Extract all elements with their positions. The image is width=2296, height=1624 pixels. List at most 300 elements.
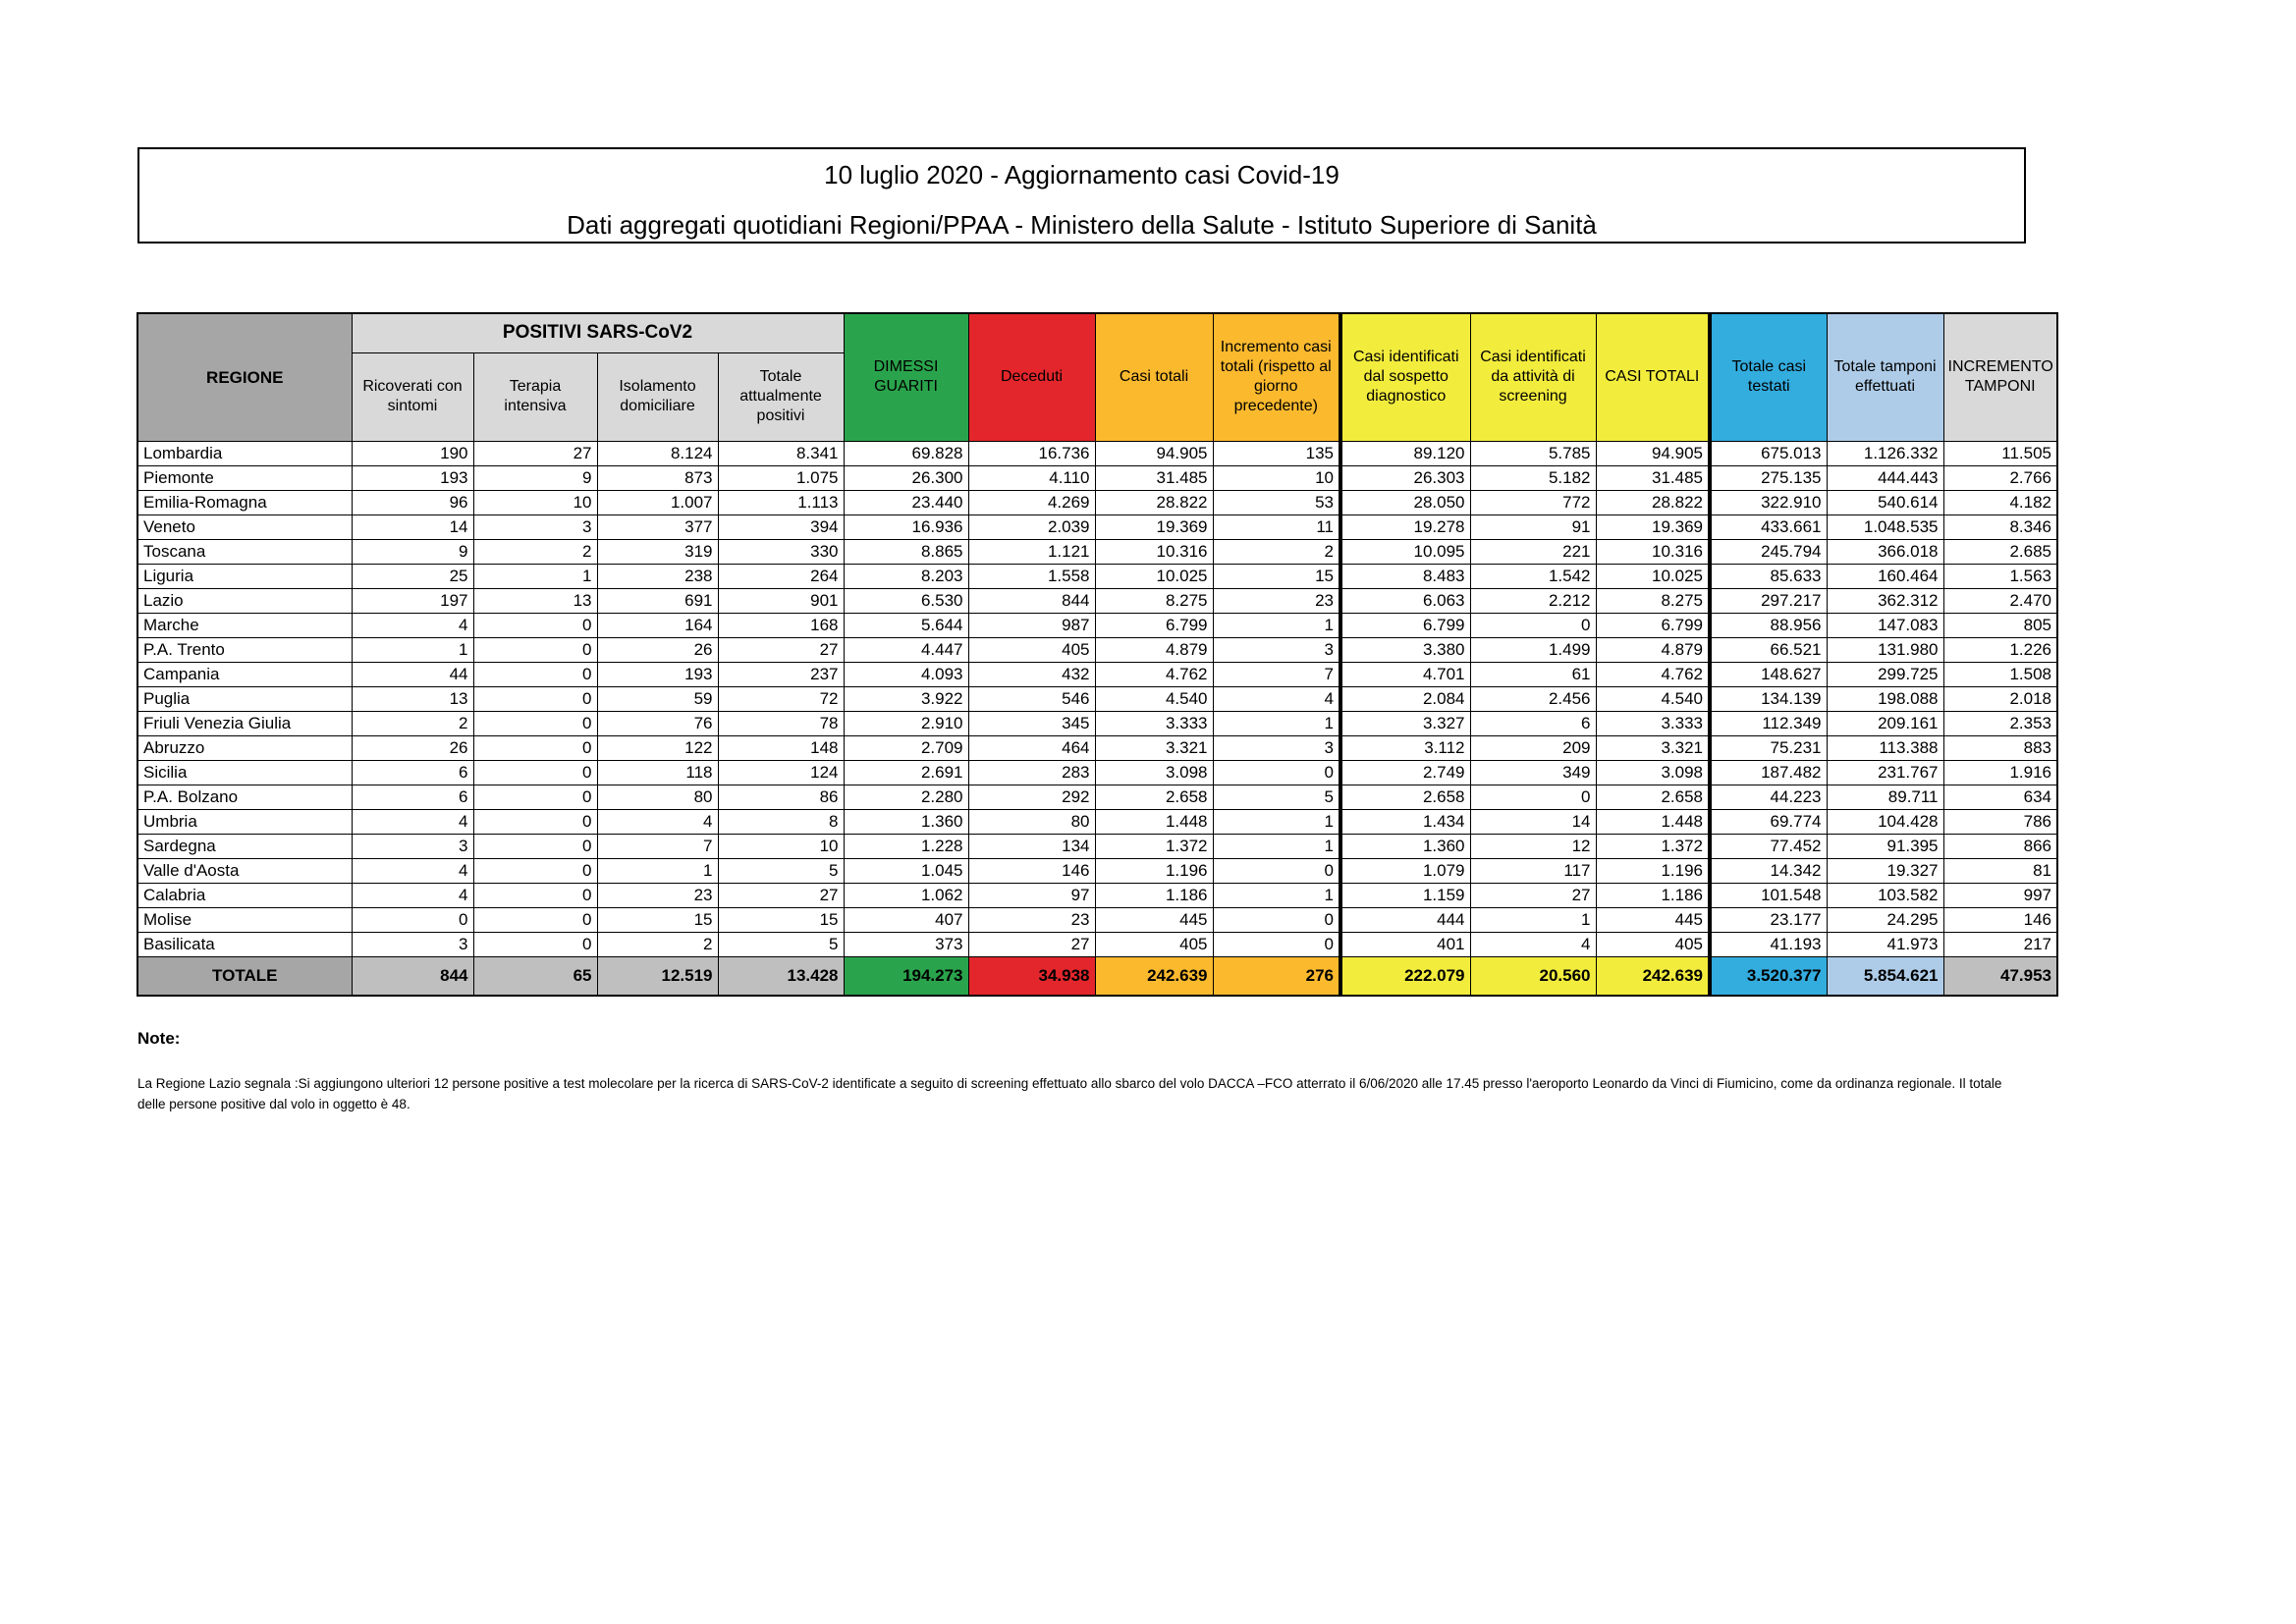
cell-ricoverati-con-sintomi: 44: [352, 662, 473, 686]
cell-deceduti: 4.269: [968, 490, 1095, 514]
cell-casi-totali-2: 405: [1596, 932, 1710, 956]
cell-casi-attivita-screening: 772: [1470, 490, 1596, 514]
total-cell-isolamento-domiciliare: 12.519: [597, 956, 718, 996]
cell-casi-totali: 405: [1095, 932, 1213, 956]
cell-totale-attualmente-positivi: 124: [718, 760, 844, 785]
cell-casi-sospetto-diagnostico: 10.095: [1340, 539, 1470, 564]
cell-incremento-casi-totali: 10: [1213, 465, 1340, 490]
cell-ricoverati-con-sintomi: 190: [352, 441, 473, 465]
cell-casi-totali-2: 1.448: [1596, 809, 1710, 834]
cell-ricoverati-con-sintomi: 4: [352, 809, 473, 834]
table-row: [137, 441, 2057, 465]
cell-casi-attivita-screening: 221: [1470, 539, 1596, 564]
cell-casi-sospetto-diagnostico: 19.278: [1340, 514, 1470, 539]
cell-incremento-casi-totali: 3: [1213, 637, 1340, 662]
column-header-dimessi-guariti: DIMESSI GUARITI: [844, 313, 968, 441]
cell-totale-casi-testati: 101.548: [1710, 883, 1827, 907]
cell-totale-casi-testati: 88.956: [1710, 613, 1827, 637]
cell-casi-attivita-screening: 14: [1470, 809, 1596, 834]
cell-isolamento-domiciliare: 76: [597, 711, 718, 735]
cell-deceduti: 2.039: [968, 514, 1095, 539]
cell-casi-totali-2: 1.372: [1596, 834, 1710, 858]
cell-ricoverati-con-sintomi: 9: [352, 539, 473, 564]
column-header-totale-tamponi: Totale tamponi effettuati: [1827, 313, 1943, 441]
cell-casi-totali: 3.333: [1095, 711, 1213, 735]
cell-totale-attualmente-positivi: 330: [718, 539, 844, 564]
cell-casi-totali: 19.369: [1095, 514, 1213, 539]
cell-casi-sospetto-diagnostico: 3.112: [1340, 735, 1470, 760]
cell-casi-sospetto-diagnostico: 444: [1340, 907, 1470, 932]
cell-ricoverati-con-sintomi: 4: [352, 883, 473, 907]
cell-totale-attualmente-positivi: 237: [718, 662, 844, 686]
cell-casi-totali-2: 10.025: [1596, 564, 1710, 588]
cell-casi-totali: 4.879: [1095, 637, 1213, 662]
cell-incremento-tamponi: 2.353: [1943, 711, 2057, 735]
cell-deceduti: 146: [968, 858, 1095, 883]
table-row: [137, 539, 2057, 564]
cell-terapia-intensiva: 0: [473, 613, 597, 637]
cell-dimessi-guariti: 2.709: [844, 735, 968, 760]
cell-totale-attualmente-positivi: 264: [718, 564, 844, 588]
table-body: [137, 441, 2057, 956]
cell-totale-tamponi-effettuati: 91.395: [1827, 834, 1943, 858]
region-cell: Basilicata: [137, 932, 352, 956]
total-cell-terapia-intensiva: 65: [473, 956, 597, 996]
table-row: [137, 932, 2057, 956]
column-header-casi-attivita-screening: Casi identificati da attività di screening: [1470, 313, 1596, 441]
cell-casi-totali: 2.658: [1095, 785, 1213, 809]
cell-isolamento-domiciliare: 164: [597, 613, 718, 637]
region-cell: Sardegna: [137, 834, 352, 858]
cell-dimessi-guariti: 8.203: [844, 564, 968, 588]
cell-totale-tamponi-effettuati: 104.428: [1827, 809, 1943, 834]
cell-incremento-casi-totali: 53: [1213, 490, 1340, 514]
region-cell: Emilia-Romagna: [137, 490, 352, 514]
cell-deceduti: 27: [968, 932, 1095, 956]
region-cell: Molise: [137, 907, 352, 932]
cell-terapia-intensiva: 0: [473, 883, 597, 907]
cell-dimessi-guariti: 1.062: [844, 883, 968, 907]
cell-incremento-casi-totali: 0: [1213, 760, 1340, 785]
cell-deceduti: 1.121: [968, 539, 1095, 564]
cell-casi-totali: 4.762: [1095, 662, 1213, 686]
cell-incremento-casi-totali: 23: [1213, 588, 1340, 613]
cell-incremento-tamponi: 786: [1943, 809, 2057, 834]
cell-casi-sospetto-diagnostico: 1.159: [1340, 883, 1470, 907]
cell-casi-totali-2: 6.799: [1596, 613, 1710, 637]
cell-totale-attualmente-positivi: 5: [718, 858, 844, 883]
cell-totale-casi-testati: 187.482: [1710, 760, 1827, 785]
column-header-incremento-tamponi: INCREMENTO TAMPONI: [1943, 313, 2057, 441]
cell-dimessi-guariti: 26.300: [844, 465, 968, 490]
total-cell-deceduti: 34.938: [968, 956, 1095, 996]
cell-totale-tamponi-effettuati: 209.161: [1827, 711, 1943, 735]
column-header-casi-totali-2: CASI TOTALI: [1596, 313, 1710, 441]
cell-casi-sospetto-diagnostico: 3.380: [1340, 637, 1470, 662]
cell-casi-totali: 28.822: [1095, 490, 1213, 514]
cell-dimessi-guariti: 4.447: [844, 637, 968, 662]
cell-totale-attualmente-positivi: 27: [718, 883, 844, 907]
cell-terapia-intensiva: 0: [473, 662, 597, 686]
cell-ricoverati-con-sintomi: 25: [352, 564, 473, 588]
cell-totale-attualmente-positivi: 10: [718, 834, 844, 858]
cell-casi-totali: 31.485: [1095, 465, 1213, 490]
cell-isolamento-domiciliare: 319: [597, 539, 718, 564]
cell-casi-totali: 6.799: [1095, 613, 1213, 637]
cell-terapia-intensiva: 1: [473, 564, 597, 588]
cell-dimessi-guariti: 8.865: [844, 539, 968, 564]
cell-totale-casi-testati: 23.177: [1710, 907, 1827, 932]
total-cell-casi-attivita-screening: 20.560: [1470, 956, 1596, 996]
cell-casi-totali: 1.372: [1095, 834, 1213, 858]
cell-casi-totali-2: 94.905: [1596, 441, 1710, 465]
cell-incremento-casi-totali: 15: [1213, 564, 1340, 588]
cell-casi-attivita-screening: 2.212: [1470, 588, 1596, 613]
cell-totale-tamponi-effettuati: 147.083: [1827, 613, 1943, 637]
cell-totale-attualmente-positivi: 8: [718, 809, 844, 834]
cell-casi-sospetto-diagnostico: 8.483: [1340, 564, 1470, 588]
cell-isolamento-domiciliare: 26: [597, 637, 718, 662]
cell-ricoverati-con-sintomi: 96: [352, 490, 473, 514]
cell-incremento-tamponi: 2.018: [1943, 686, 2057, 711]
cell-dimessi-guariti: 1.360: [844, 809, 968, 834]
cell-totale-casi-testati: 14.342: [1710, 858, 1827, 883]
cell-dimessi-guariti: 2.280: [844, 785, 968, 809]
region-cell: Puglia: [137, 686, 352, 711]
table-row: [137, 588, 2057, 613]
cell-incremento-casi-totali: 135: [1213, 441, 1340, 465]
cell-incremento-tamponi: 146: [1943, 907, 2057, 932]
cell-terapia-intensiva: 0: [473, 834, 597, 858]
cell-casi-attivita-screening: 209: [1470, 735, 1596, 760]
cell-totale-casi-testati: 245.794: [1710, 539, 1827, 564]
total-cell-dimessi-guariti: 194.273: [844, 956, 968, 996]
cell-totale-attualmente-positivi: 5: [718, 932, 844, 956]
cell-isolamento-domiciliare: 7: [597, 834, 718, 858]
column-header-ricoverati-con-sintomi: Ricoverati con sintomi: [352, 352, 473, 441]
cell-incremento-casi-totali: 5: [1213, 785, 1340, 809]
cell-casi-totali-2: 4.762: [1596, 662, 1710, 686]
cell-casi-totali-2: 2.658: [1596, 785, 1710, 809]
cell-dimessi-guariti: 3.922: [844, 686, 968, 711]
cell-totale-tamponi-effettuati: 362.312: [1827, 588, 1943, 613]
cell-ricoverati-con-sintomi: 14: [352, 514, 473, 539]
cell-totale-attualmente-positivi: 8.341: [718, 441, 844, 465]
cell-deceduti: 97: [968, 883, 1095, 907]
table-row: [137, 613, 2057, 637]
cell-ricoverati-con-sintomi: 13: [352, 686, 473, 711]
cell-casi-totali-2: 4.540: [1596, 686, 1710, 711]
region-cell: Abruzzo: [137, 735, 352, 760]
column-header-terapia-intensiva: Terapia intensiva: [473, 352, 597, 441]
cell-incremento-casi-totali: 0: [1213, 858, 1340, 883]
cell-terapia-intensiva: 0: [473, 760, 597, 785]
cell-casi-sospetto-diagnostico: 401: [1340, 932, 1470, 956]
table-row: [137, 711, 2057, 735]
cell-deceduti: 345: [968, 711, 1095, 735]
table-row: [137, 785, 2057, 809]
total-cell-incremento-tamponi: 47.953: [1943, 956, 2057, 996]
cell-terapia-intensiva: 0: [473, 735, 597, 760]
cell-ricoverati-con-sintomi: 6: [352, 760, 473, 785]
cell-casi-totali-2: 1.186: [1596, 883, 1710, 907]
cell-casi-attivita-screening: 5.182: [1470, 465, 1596, 490]
cell-casi-totali: 94.905: [1095, 441, 1213, 465]
cell-totale-attualmente-positivi: 1.075: [718, 465, 844, 490]
cell-casi-totali-2: 4.879: [1596, 637, 1710, 662]
cell-ricoverati-con-sintomi: 3: [352, 932, 473, 956]
cell-deceduti: 292: [968, 785, 1095, 809]
region-cell: Marche: [137, 613, 352, 637]
cell-casi-totali-2: 31.485: [1596, 465, 1710, 490]
total-cell-casi-sospetto-diagnostico: 222.079: [1340, 956, 1470, 996]
total-cell-totale-tamponi-effettuati: 5.854.621: [1827, 956, 1943, 996]
region-cell: Piemonte: [137, 465, 352, 490]
cell-isolamento-domiciliare: 193: [597, 662, 718, 686]
table-row: [137, 907, 2057, 932]
cell-dimessi-guariti: 373: [844, 932, 968, 956]
cell-totale-tamponi-effettuati: 41.973: [1827, 932, 1943, 956]
column-header-casi-totali: Casi totali: [1095, 313, 1213, 441]
region-cell: P.A. Bolzano: [137, 785, 352, 809]
cell-deceduti: 405: [968, 637, 1095, 662]
cell-casi-totali: 1.196: [1095, 858, 1213, 883]
cell-casi-attivita-screening: 1: [1470, 907, 1596, 932]
cell-terapia-intensiva: 0: [473, 907, 597, 932]
cell-totale-tamponi-effettuati: 103.582: [1827, 883, 1943, 907]
cell-incremento-tamponi: 2.470: [1943, 588, 2057, 613]
cell-totale-attualmente-positivi: 78: [718, 711, 844, 735]
cell-deceduti: 23: [968, 907, 1095, 932]
cell-casi-attivita-screening: 61: [1470, 662, 1596, 686]
cell-incremento-tamponi: 805: [1943, 613, 2057, 637]
notes-heading: Note:: [137, 1029, 181, 1048]
cell-casi-totali-2: 3.098: [1596, 760, 1710, 785]
region-cell: Friuli Venezia Giulia: [137, 711, 352, 735]
cell-casi-attivita-screening: 1.542: [1470, 564, 1596, 588]
cell-ricoverati-con-sintomi: 2: [352, 711, 473, 735]
cell-ricoverati-con-sintomi: 0: [352, 907, 473, 932]
cell-casi-attivita-screening: 0: [1470, 785, 1596, 809]
cell-terapia-intensiva: 27: [473, 441, 597, 465]
column-header-totale-casi-testati: Totale casi testati: [1710, 313, 1827, 441]
table-row: [137, 686, 2057, 711]
cell-casi-sospetto-diagnostico: 26.303: [1340, 465, 1470, 490]
cell-incremento-tamponi: 217: [1943, 932, 2057, 956]
cell-dimessi-guariti: 407: [844, 907, 968, 932]
cell-incremento-tamponi: 1.226: [1943, 637, 2057, 662]
covid-data-table: [137, 312, 2058, 997]
cell-isolamento-domiciliare: 691: [597, 588, 718, 613]
total-cell-incremento-casi-totali: 276: [1213, 956, 1340, 996]
cell-isolamento-domiciliare: 1.007: [597, 490, 718, 514]
cell-totale-casi-testati: 66.521: [1710, 637, 1827, 662]
cell-totale-tamponi-effettuati: 366.018: [1827, 539, 1943, 564]
cell-totale-casi-testati: 85.633: [1710, 564, 1827, 588]
cell-deceduti: 987: [968, 613, 1095, 637]
column-group-positivi-sars-cov2: POSITIVI SARS-CoV2: [352, 313, 844, 352]
table-row: [137, 514, 2057, 539]
cell-incremento-tamponi: 2.766: [1943, 465, 2057, 490]
cell-incremento-tamponi: 2.685: [1943, 539, 2057, 564]
cell-casi-attivita-screening: 4: [1470, 932, 1596, 956]
cell-incremento-tamponi: 634: [1943, 785, 2057, 809]
region-cell: Campania: [137, 662, 352, 686]
cell-totale-tamponi-effettuati: 540.614: [1827, 490, 1943, 514]
cell-incremento-casi-totali: 0: [1213, 932, 1340, 956]
cell-casi-sospetto-diagnostico: 6.799: [1340, 613, 1470, 637]
cell-totale-tamponi-effettuati: 160.464: [1827, 564, 1943, 588]
cell-totale-attualmente-positivi: 1.113: [718, 490, 844, 514]
cell-incremento-casi-totali: 11: [1213, 514, 1340, 539]
cell-terapia-intensiva: 13: [473, 588, 597, 613]
cell-casi-sospetto-diagnostico: 2.658: [1340, 785, 1470, 809]
cell-totale-attualmente-positivi: 901: [718, 588, 844, 613]
cell-totale-casi-testati: 75.231: [1710, 735, 1827, 760]
cell-incremento-tamponi: 1.563: [1943, 564, 2057, 588]
cell-totale-attualmente-positivi: 27: [718, 637, 844, 662]
cell-casi-sospetto-diagnostico: 2.749: [1340, 760, 1470, 785]
cell-totale-casi-testati: 44.223: [1710, 785, 1827, 809]
cell-totale-tamponi-effettuati: 299.725: [1827, 662, 1943, 686]
cell-ricoverati-con-sintomi: 3: [352, 834, 473, 858]
cell-casi-totali-2: 3.333: [1596, 711, 1710, 735]
region-cell: Umbria: [137, 809, 352, 834]
cell-terapia-intensiva: 0: [473, 637, 597, 662]
cell-casi-totali: 1.448: [1095, 809, 1213, 834]
cell-terapia-intensiva: 0: [473, 711, 597, 735]
cell-deceduti: 134: [968, 834, 1095, 858]
cell-totale-attualmente-positivi: 394: [718, 514, 844, 539]
cell-terapia-intensiva: 9: [473, 465, 597, 490]
cell-dimessi-guariti: 2.691: [844, 760, 968, 785]
cell-deceduti: 546: [968, 686, 1095, 711]
cell-totale-casi-testati: 675.013: [1710, 441, 1827, 465]
cell-casi-sospetto-diagnostico: 28.050: [1340, 490, 1470, 514]
cell-totale-attualmente-positivi: 72: [718, 686, 844, 711]
cell-casi-attivita-screening: 117: [1470, 858, 1596, 883]
cell-dimessi-guariti: 1.228: [844, 834, 968, 858]
cell-totale-attualmente-positivi: 86: [718, 785, 844, 809]
cell-totale-attualmente-positivi: 168: [718, 613, 844, 637]
cell-isolamento-domiciliare: 873: [597, 465, 718, 490]
region-cell: Lombardia: [137, 441, 352, 465]
cell-dimessi-guariti: 69.828: [844, 441, 968, 465]
cell-totale-tamponi-effettuati: 1.126.332: [1827, 441, 1943, 465]
cell-casi-attivita-screening: 6: [1470, 711, 1596, 735]
cell-totale-tamponi-effettuati: 113.388: [1827, 735, 1943, 760]
cell-totale-casi-testati: 134.139: [1710, 686, 1827, 711]
cell-incremento-tamponi: 997: [1943, 883, 2057, 907]
cell-totale-tamponi-effettuati: 1.048.535: [1827, 514, 1943, 539]
table-row: [137, 735, 2057, 760]
cell-deceduti: 464: [968, 735, 1095, 760]
column-header-deceduti: Deceduti: [968, 313, 1095, 441]
cell-isolamento-domiciliare: 23: [597, 883, 718, 907]
cell-casi-attivita-screening: 2.456: [1470, 686, 1596, 711]
cell-casi-totali-2: 445: [1596, 907, 1710, 932]
column-header-isolamento-domiciliare: Isolamento domiciliare: [597, 352, 718, 441]
region-cell: Valle d'Aosta: [137, 858, 352, 883]
table-total-row-container: [137, 956, 2057, 996]
cell-isolamento-domiciliare: 118: [597, 760, 718, 785]
cell-isolamento-domiciliare: 1: [597, 858, 718, 883]
notes-section: [137, 1029, 2033, 1115]
region-cell: Lazio: [137, 588, 352, 613]
table-row: [137, 858, 2057, 883]
cell-totale-casi-testati: 297.217: [1710, 588, 1827, 613]
cell-incremento-tamponi: 81: [1943, 858, 2057, 883]
cell-casi-totali-2: 28.822: [1596, 490, 1710, 514]
table-row: [137, 465, 2057, 490]
cell-incremento-casi-totali: 4: [1213, 686, 1340, 711]
cell-totale-casi-testati: 41.193: [1710, 932, 1827, 956]
cell-casi-totali: 10.025: [1095, 564, 1213, 588]
cell-ricoverati-con-sintomi: 1: [352, 637, 473, 662]
cell-terapia-intensiva: 0: [473, 809, 597, 834]
notes-body: La Regione Lazio segnala :Si aggiungono ulteriori 12 persone positive a test molecolare per la ricerca di SARS-CoV-2 identificate a seguito di screening effettuato allo sbarco del volo DACCA –FCO atterrato il 6/06/2020 alle 17.45 presso l'aeroporto Leonardo da Vinci di Fiumicino, come da ordinanza regionale. Il totale delle persone positive dal volo in oggetto è 48.: [137, 1076, 2002, 1111]
cell-totale-casi-testati: 148.627: [1710, 662, 1827, 686]
total-cell-totale-casi-testati: 3.520.377: [1710, 956, 1827, 996]
cell-ricoverati-con-sintomi: 6: [352, 785, 473, 809]
cell-isolamento-domiciliare: 238: [597, 564, 718, 588]
cell-dimessi-guariti: 16.936: [844, 514, 968, 539]
table-row: [137, 834, 2057, 858]
cell-incremento-tamponi: 8.346: [1943, 514, 2057, 539]
cell-casi-totali-2: 1.196: [1596, 858, 1710, 883]
cell-totale-tamponi-effettuati: 24.295: [1827, 907, 1943, 932]
cell-incremento-tamponi: 866: [1943, 834, 2057, 858]
total-row: [137, 956, 2057, 996]
cell-totale-casi-testati: 77.452: [1710, 834, 1827, 858]
region-cell: Veneto: [137, 514, 352, 539]
cell-totale-casi-testati: 275.135: [1710, 465, 1827, 490]
cell-incremento-casi-totali: 1: [1213, 809, 1340, 834]
total-cell-casi-totali: 242.639: [1095, 956, 1213, 996]
total-cell-casi-totali-2: 242.639: [1596, 956, 1710, 996]
cell-casi-sospetto-diagnostico: 1.360: [1340, 834, 1470, 858]
cell-incremento-tamponi: 1.916: [1943, 760, 2057, 785]
table-row: [137, 637, 2057, 662]
cell-totale-tamponi-effettuati: 131.980: [1827, 637, 1943, 662]
cell-totale-casi-testati: 112.349: [1710, 711, 1827, 735]
cell-totale-tamponi-effettuati: 89.711: [1827, 785, 1943, 809]
table-row: [137, 662, 2057, 686]
cell-incremento-tamponi: 883: [1943, 735, 2057, 760]
cell-deceduti: 283: [968, 760, 1095, 785]
cell-isolamento-domiciliare: 377: [597, 514, 718, 539]
cell-casi-sospetto-diagnostico: 1.079: [1340, 858, 1470, 883]
cell-terapia-intensiva: 2: [473, 539, 597, 564]
cell-terapia-intensiva: 10: [473, 490, 597, 514]
cell-totale-tamponi-effettuati: 231.767: [1827, 760, 1943, 785]
region-cell: Calabria: [137, 883, 352, 907]
cell-casi-attivita-screening: 349: [1470, 760, 1596, 785]
column-header-regione: REGIONE: [137, 313, 352, 441]
cell-deceduti: 80: [968, 809, 1095, 834]
cell-casi-totali: 445: [1095, 907, 1213, 932]
cell-casi-totali-2: 3.321: [1596, 735, 1710, 760]
cell-ricoverati-con-sintomi: 197: [352, 588, 473, 613]
cell-totale-casi-testati: 322.910: [1710, 490, 1827, 514]
cell-deceduti: 844: [968, 588, 1095, 613]
report-header-box: [137, 147, 2026, 244]
cell-casi-sospetto-diagnostico: 2.084: [1340, 686, 1470, 711]
region-cell: Liguria: [137, 564, 352, 588]
cell-isolamento-domiciliare: 15: [597, 907, 718, 932]
cell-totale-tamponi-effettuati: 19.327: [1827, 858, 1943, 883]
cell-casi-totali: 8.275: [1095, 588, 1213, 613]
